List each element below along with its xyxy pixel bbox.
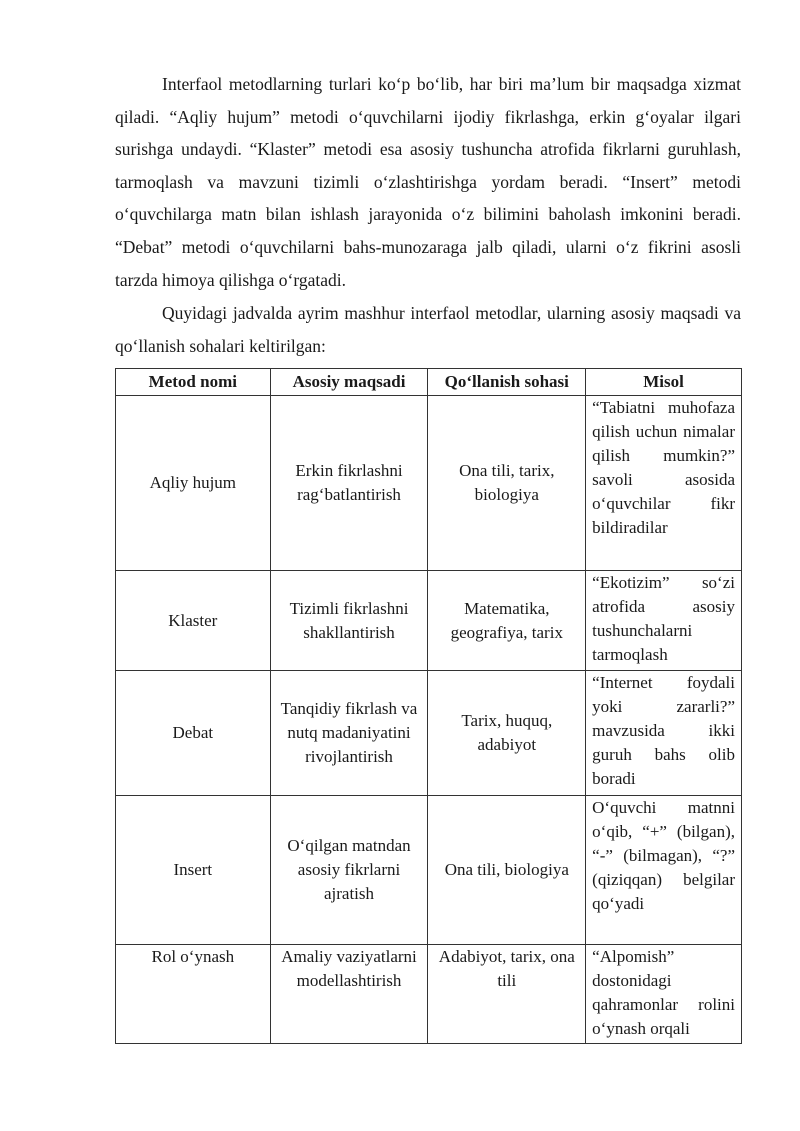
table-row	[116, 396, 742, 571]
cell-main-goal: O‘qilgan matndan asosiy fikrlarni ajratish	[270, 796, 428, 945]
cell-application-area: Ona tili, biologiya	[428, 796, 586, 945]
cell-method-name: Rol o‘ynash	[116, 945, 271, 1044]
table-row	[116, 571, 742, 671]
cell-main-goal: Tanqidiy fikrlash va nutq madaniyatini rivojlantirish	[270, 671, 428, 796]
methods-table	[115, 368, 742, 1044]
header-example: Misol	[586, 369, 742, 396]
intro-paragraph: Interfaol metodlarning turlari ko‘p bo‘lib, har biri ma’lum bir maqsadga xizmat qiladi. “Aqliy hujum” metodi o‘quvchilarni ijodiy fikrlashga, erkin g‘oyalar ilgari surishga undaydi. “Klaster” metodi esa asosiy tushuncha atrofida fikrlarni guruhlash, tarmoqlash va mavzuni tizimli o‘zlashtirishga yordam beradi. “Insert” metodi o‘quvchilarga matn bilan ishlash jarayonida o‘z bilimini baholash imkonini beradi. “Debat” metodi o‘quvchilarni bahs-munozaraga jalb qiladi, ularni o‘z fikrini asosli tarzda himoya qilishga o‘rgatadi.	[115, 74, 741, 290]
cell-application-area: Adabiyot, tarix, ona tili	[428, 945, 586, 1044]
cell-main-goal: Erkin fikrlashni rag‘batlantirish	[270, 396, 428, 571]
cell-main-goal: Tizimli fikrlashni shakllantirish	[270, 571, 428, 671]
cell-method-name: Insert	[116, 796, 271, 945]
cell-example: “Ekotizim” so‘zi atrofida asosiy tushunchalarni tarmoqlash	[586, 571, 742, 671]
table-intro-paragraph: Quyidagi jadvalda ayrim mashhur interfaol metodlar, ularning asosiy maqsadi va qo‘llanish sohalari keltirilgan:	[115, 303, 741, 356]
table-row	[116, 945, 742, 1044]
cell-method-name: Debat	[116, 671, 271, 796]
header-main-goal: Asosiy maqsadi	[270, 369, 428, 396]
table-header-row	[116, 369, 742, 396]
cell-example: “Alpomish” dostonidagi qahramonlar rolini o‘ynash orqali	[586, 945, 742, 1044]
header-method-name: Metod nomi	[116, 369, 271, 396]
cell-example: “Tabiatni muhofaza qilish uchun nimalar qilish mumkin?” savoli asosida o‘quvchilar fikr bildiradilar	[586, 396, 742, 571]
header-application-area: Qo‘llanish sohasi	[428, 369, 586, 396]
cell-example: O‘quvchi matnni o‘qib, “+” (bilgan), “-” (bilmagan), “?” (qiziqqan) belgilar qo‘yadi	[586, 796, 742, 945]
table-row	[116, 671, 742, 796]
cell-application-area: Matematika, geografiya, tarix	[428, 571, 586, 671]
cell-method-name: Aqliy hujum	[116, 396, 271, 571]
table-row	[116, 796, 742, 945]
cell-application-area: Ona tili, tarix, biologiya	[428, 396, 586, 571]
cell-main-goal: Amaliy vaziyatlarni modellashtirish	[270, 945, 428, 1044]
cell-example: “Internet foydali yoki zararli?” mavzusida ikki guruh bahs olib boradi	[586, 671, 742, 796]
cell-method-name: Klaster	[116, 571, 271, 671]
cell-application-area: Tarix, huquq, adabiyot	[428, 671, 586, 796]
